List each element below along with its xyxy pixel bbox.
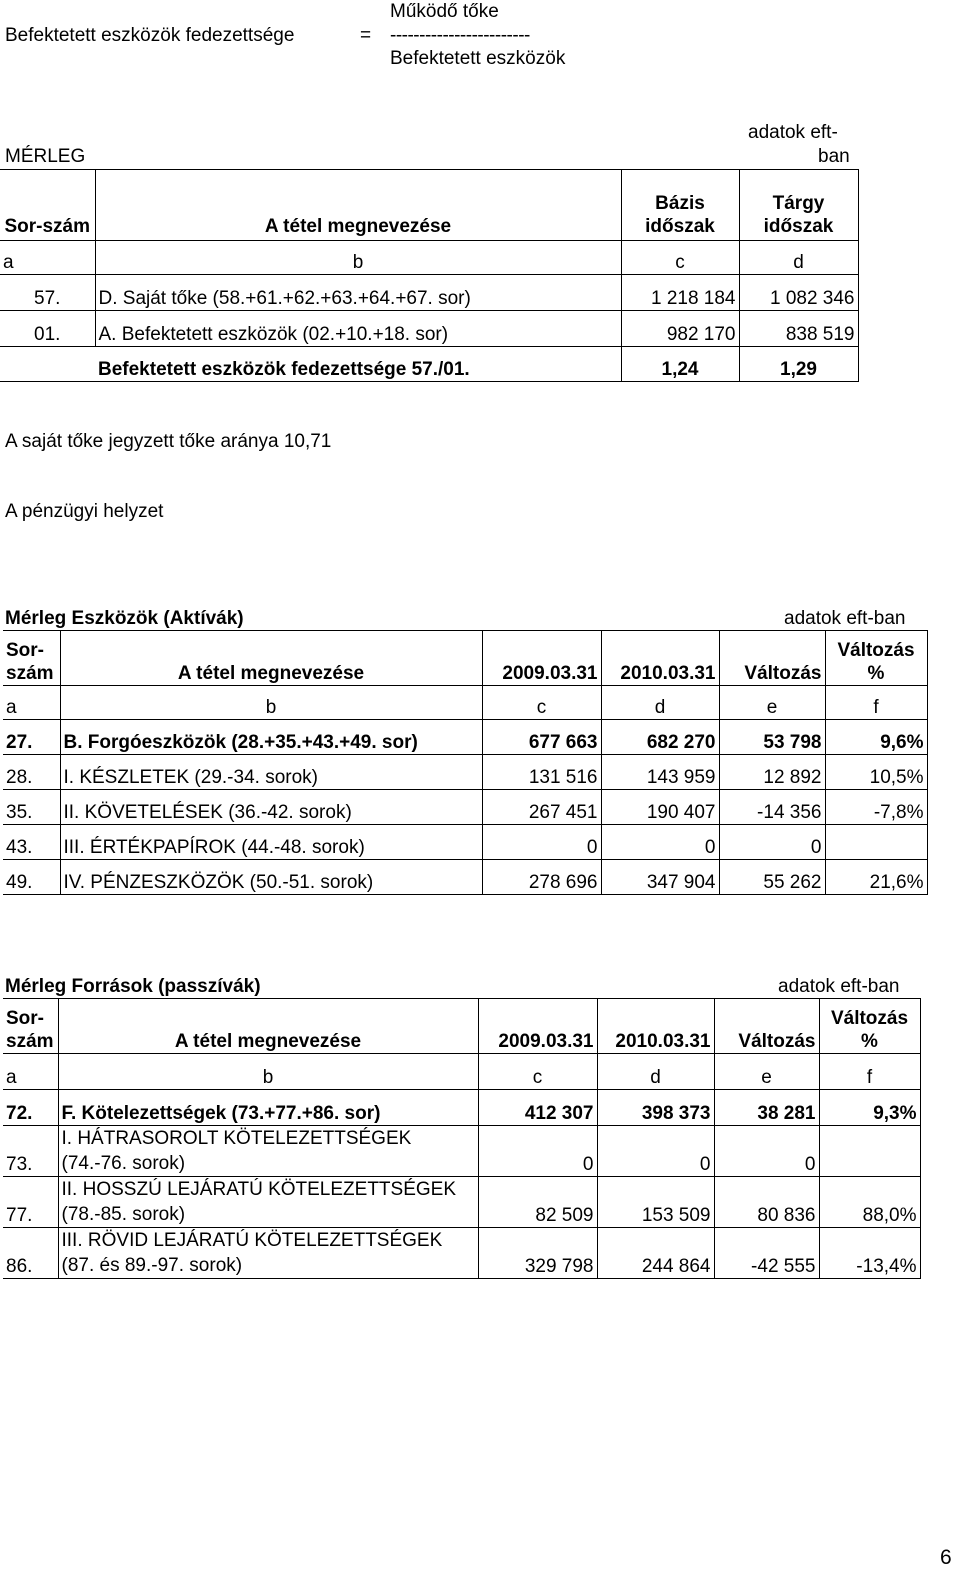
row-sorszam	[0, 347, 95, 382]
letter-b: b	[60, 686, 482, 720]
letter-f: f	[819, 1054, 920, 1090]
row-name: F. Kötelezettségek (73.+77.+86. sor)	[58, 1090, 478, 1126]
row-value-c: 131 516	[482, 755, 601, 790]
table-row	[3, 825, 927, 860]
row-name: II. KÖVETELÉSEK (36.-42. sorok)	[60, 790, 482, 825]
row-name: Befektetett eszközök fedezettsége 57./01.	[95, 347, 621, 382]
row-sorszam: 57.	[0, 275, 95, 311]
row-name: III. RÖVID LEJÁRATÚ KÖTELEZETTSÉGEK (87. és 89.-97. sorok)	[58, 1228, 478, 1279]
row-value-d: 0	[601, 825, 719, 860]
table-row	[3, 790, 927, 825]
equity-ratio-text: A saját tőke jegyzett tőke aránya 10,71	[5, 431, 332, 452]
row-sorszam: 01.	[0, 311, 95, 347]
row-sorszam: 35.	[3, 790, 60, 825]
formula-numerator: Működő tőke	[390, 1, 499, 22]
row-value-d: 143 959	[601, 755, 719, 790]
row-value-d: 153 509	[597, 1177, 714, 1228]
row-sorszam: 86.	[3, 1228, 58, 1279]
table-letter-row	[3, 686, 927, 720]
table-row	[3, 1090, 920, 1126]
row-value-f: 10,5%	[825, 755, 927, 790]
financial-position-heading: A pénzügyi helyzet	[5, 501, 164, 522]
row-sorszam: 49.	[3, 860, 60, 895]
letter-f: f	[825, 686, 927, 720]
row-value-d: 1 082 346	[739, 275, 858, 311]
row-value-c: 1 218 184	[621, 275, 739, 311]
liabilities-title: Mérleg Források (passzívák)	[5, 976, 261, 997]
row-name: I. KÉSZLETEK (29.-34. sorok)	[60, 755, 482, 790]
row-value-e: 55 262	[719, 860, 825, 895]
col-sorszam-header: Sor-szám	[0, 170, 95, 241]
table-row	[0, 275, 858, 311]
row-value-f: 9,3%	[819, 1090, 920, 1126]
assets-title: Mérleg Eszközök (Aktívák)	[5, 608, 244, 629]
row-value-f	[825, 825, 927, 860]
row-value-e: -14 356	[719, 790, 825, 825]
row-value-f: 21,6%	[825, 860, 927, 895]
row-value-e: 80 836	[714, 1177, 819, 1228]
table-row	[3, 1228, 920, 1279]
row-value-c: 82 509	[478, 1177, 597, 1228]
row-sorszam: 77.	[3, 1177, 58, 1228]
col-bazis-header: Bázis időszak	[621, 170, 739, 241]
letter-a: a	[3, 1054, 58, 1090]
row-value-e: 53 798	[719, 720, 825, 755]
table-row	[3, 755, 927, 790]
col-megnevezes-header: A tétel megnevezése	[58, 999, 478, 1054]
letter-d: d	[601, 686, 719, 720]
row-sorszam: 43.	[3, 825, 60, 860]
row-value-e: 0	[719, 825, 825, 860]
row-sorszam: 72.	[3, 1090, 58, 1126]
row-name: A. Befektetett eszközök (02.+10.+18. sor)	[95, 311, 621, 347]
col-sorszam-header: Sor-szám	[3, 631, 60, 686]
row-value-d: 398 373	[597, 1090, 714, 1126]
col-targy-header: Tárgy időszak	[739, 170, 858, 241]
col-e-header: Változás	[719, 631, 825, 686]
row-name: III. ÉRTÉKPAPÍROK (44.-48. sorok)	[60, 825, 482, 860]
table-row	[0, 311, 858, 347]
letter-c: c	[478, 1054, 597, 1090]
assets-unit: adatok eft-ban	[784, 608, 906, 629]
table-row	[0, 347, 858, 382]
row-value-e: 12 892	[719, 755, 825, 790]
row-value-f: -7,8%	[825, 790, 927, 825]
row-value-d: 190 407	[601, 790, 719, 825]
letter-b: b	[95, 241, 621, 275]
col-d-header: 2010.03.31	[597, 999, 714, 1054]
row-value-d: 244 864	[597, 1228, 714, 1279]
col-megnevezes-header: A tétel megnevezése	[95, 170, 621, 241]
row-value-c: 1,24	[621, 347, 739, 382]
row-name: II. HOSSZÚ LEJÁRATÚ KÖTELEZETTSÉGEK (78.-85. sorok)	[58, 1177, 478, 1228]
page-number: 6	[940, 1546, 952, 1569]
liabilities-table	[3, 998, 921, 1279]
formula-left: Befektetett eszközök fedezettsége	[5, 25, 295, 46]
row-value-f: 9,6%	[825, 720, 927, 755]
formula-denominator: Befektetett eszközök	[390, 48, 566, 69]
row-sorszam: 73.	[3, 1126, 58, 1177]
letter-a: a	[3, 686, 60, 720]
assets-table	[3, 630, 928, 895]
row-value-c: 412 307	[478, 1090, 597, 1126]
formula-equals: =	[360, 25, 372, 46]
table-letter-row	[3, 1054, 920, 1090]
letter-b: b	[58, 1054, 478, 1090]
row-name: D. Saját tőke (58.+61.+62.+63.+64.+67. sor)	[95, 275, 621, 311]
letter-e: e	[714, 1054, 819, 1090]
row-value-f	[819, 1126, 920, 1177]
col-f-header: Változás %	[819, 999, 920, 1054]
table-header-row	[3, 999, 920, 1054]
col-e-header: Változás	[714, 999, 819, 1054]
row-value-e: -42 555	[714, 1228, 819, 1279]
row-value-c: 329 798	[478, 1228, 597, 1279]
letter-c: c	[621, 241, 739, 275]
row-name: I. HÁTRASOROLT KÖTELEZETTSÉGEK (74.-76. sorok)	[58, 1126, 478, 1177]
col-f-header: Változás %	[825, 631, 927, 686]
row-name: IV. PÉNZESZKÖZÖK (50.-51. sorok)	[60, 860, 482, 895]
row-sorszam: 28.	[3, 755, 60, 790]
table-row	[3, 1126, 920, 1177]
formula-line: ------------------------	[390, 25, 530, 46]
row-value-d: 682 270	[601, 720, 719, 755]
row-sorszam: 27.	[3, 720, 60, 755]
row-value-f: 88,0%	[819, 1177, 920, 1228]
letter-a: a	[0, 241, 95, 275]
unit-line1: adatok eft-	[748, 122, 838, 143]
col-c-header: 2009.03.31	[482, 631, 601, 686]
table-row	[3, 860, 927, 895]
col-d-header: 2010.03.31	[601, 631, 719, 686]
row-value-d: 1,29	[739, 347, 858, 382]
row-name: B. Forgóeszközök (28.+35.+43.+49. sor)	[60, 720, 482, 755]
table-header-row	[3, 631, 927, 686]
row-value-e: 0	[714, 1126, 819, 1177]
merleg-table	[0, 169, 859, 382]
row-value-d: 347 904	[601, 860, 719, 895]
row-value-c: 267 451	[482, 790, 601, 825]
col-sorszam-header: Sor-szám	[3, 999, 58, 1054]
unit-line2: ban	[818, 146, 850, 167]
letter-e: e	[719, 686, 825, 720]
row-value-c: 982 170	[621, 311, 739, 347]
row-value-d: 0	[597, 1126, 714, 1177]
col-megnevezes-header: A tétel megnevezése	[60, 631, 482, 686]
letter-c: c	[482, 686, 601, 720]
row-value-c: 0	[478, 1126, 597, 1177]
liabilities-unit: adatok eft-ban	[778, 976, 900, 997]
merleg-title: MÉRLEG	[5, 146, 86, 167]
row-value-d: 838 519	[739, 311, 858, 347]
table-letter-row	[0, 241, 858, 275]
table-row	[3, 720, 927, 755]
table-row	[3, 1177, 920, 1228]
letter-d: d	[597, 1054, 714, 1090]
col-c-header: 2009.03.31	[478, 999, 597, 1054]
row-value-c: 0	[482, 825, 601, 860]
table-header-row	[0, 170, 858, 241]
row-value-e: 38 281	[714, 1090, 819, 1126]
row-value-c: 278 696	[482, 860, 601, 895]
row-value-f: -13,4%	[819, 1228, 920, 1279]
letter-d: d	[739, 241, 858, 275]
row-value-c: 677 663	[482, 720, 601, 755]
